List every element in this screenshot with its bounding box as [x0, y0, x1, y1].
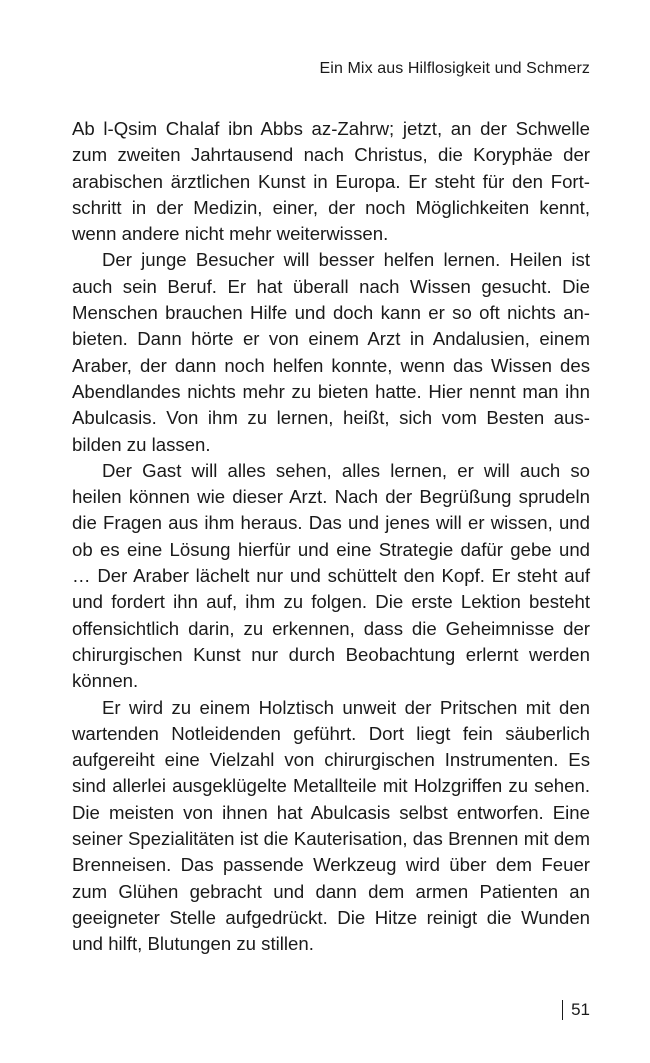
page-folio: [562, 1000, 590, 1020]
paragraph-4: Er wird zu einem Holztisch unweit der Pritschen mit den wartenden Notleidenden geführt. Dort liegt fein säuberlich aufgereiht eine Vielzahl von chirurgischen Instrumenten. Es sind allerlei ausgeklügelte Metallteile mit Holzgriffen zu sehen. Die meisten von ihnen hat Abulcasis selbst entworfen. Eine seiner Spezialitäten ist die Kauterisation, das Brennen mit dem Brenneisen. Das passende Werkzeug wird über dem Feuer zum Glühen gebracht und dann dem armen Patienten an geeigneter Stelle aufgedrückt. Die Hitze reinigt die Wunden und hilft, Blutungen zu stillen.: [72, 696, 590, 955]
folio-divider: [562, 1000, 563, 1020]
paragraph-3: Der Gast will alles sehen, alles lernen, er will auch so heilen können wie dieser Arzt. Nach der Begrüßung sprudeln die Fragen aus ihm heraus. Das und jenes will er wissen, und ob es eine Lösung hierfür und eine Strategie dafür gebe und … Der Araber lächelt nur und schüttelt den Kopf. Er steht auf und fordert ihn auf, ihm zu folgen. Die erste Lektion besteht offensichtlich darin, zu erkennen, dass die Geheimnisse der chirurgischen Kunst nur durch Beobachtung erlernt werden können.: [72, 459, 590, 692]
running-header: Ein Mix aus Hilflosigkeit und Schmerz: [319, 60, 590, 77]
body-text: [72, 116, 590, 958]
paragraph-1: Ab l-Qsim Chalaf ibn Abbs az-Zahrw; jetzt, an der Schwelle zum zweiten Jahrtausend nach Christus, die Koryphäe der arabischen ärztlichen Kunst in Europa. Er steht für den Fortschritt in der Medizin, einer, der noch Möglichkeiten kennt, wenn andere nicht mehr weiterwissen.: [72, 118, 590, 245]
page-number: 51: [571, 1000, 590, 1019]
paragraph-2: Der junge Besucher will besser helfen lernen. Heilen ist auch sein Beruf. Er hat überall nach Wissen gesucht. Die Menschen brauchen Hilfe und doch kann er so oft nichts anbieten. Dann hörte er von einem Arzt in Andalusien, einem Araber, der dann noch helfen konnte, wenn das Wissen des Abendlandes nichts mehr zu bieten hatte. Hier nennt man ihn Abulcasis. Von ihm zu lernen, heißt, sich vom Besten ausbilden zu lassen.: [72, 249, 590, 455]
